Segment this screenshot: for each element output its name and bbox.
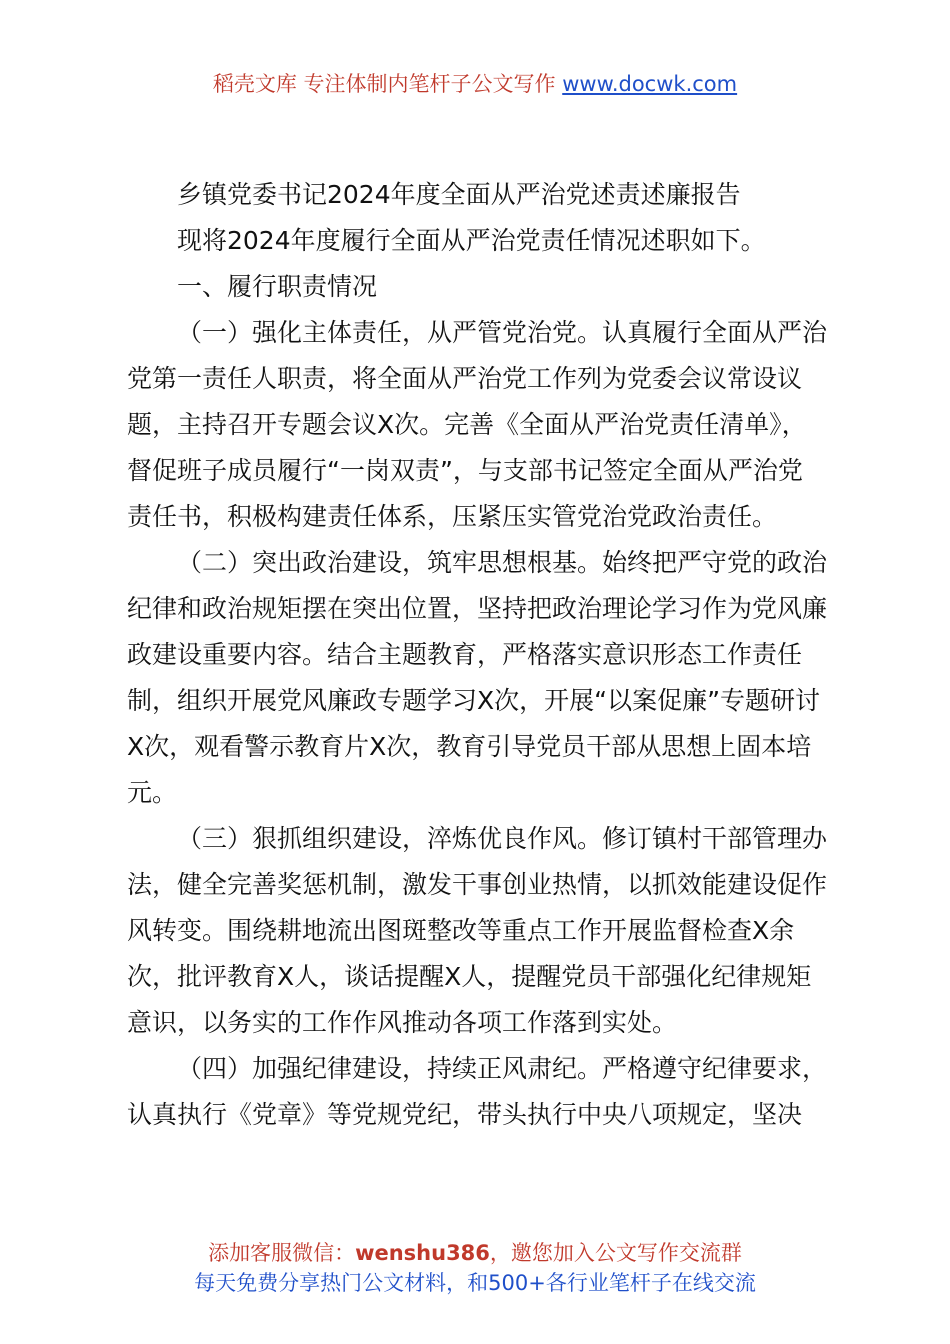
- footer-line-1: [0, 1238, 950, 1268]
- section-heading: 一、履行职责情况: [177, 272, 378, 301]
- document-intro: 现将2024年度履行全面从严治党责任情况述职如下。: [177, 226, 766, 255]
- header-site-link[interactable]: www.docwk.com: [562, 72, 738, 96]
- footer-line-1-prefix: 添加客服微信：: [208, 1241, 356, 1265]
- paragraph-4: （四）加强纪律建设，持续正风肃纪。严格遵守纪律要求，认真执行《党章》等党规党纪，带头执行中央八项规定，坚决: [127, 1054, 828, 1129]
- paragraph-1: （一）强化主体责任，从严管党治党。认真履行全面从严治党第一责任人职责，将全面从严治党工作列为党委会议常设议题，主持召开专题会议X次。完善《全面从严治党责任清单》，督促班子成员履行“一岗双责”，与支部书记签定全面从严治党责任书，积极构建责任体系，压紧压实管党治党政治责任。: [127, 318, 828, 531]
- paragraph-3: （三）狠抓组织建设，淬炼优良作风。修订镇村干部管理办法，健全完善奖惩机制，激发干事创业热情，以抓效能建设促作风转变。围绕耕地流出图斑整改等重点工作开展监督检查X余次，批评教育X人，谈话提醒X人，提醒党员干部强化纪律规矩意识，以务实的工作作风推动各项工作落到实处。: [127, 824, 828, 1037]
- paragraph-2: （二）突出政治建设，筑牢思想根基。始终把严守党的政治纪律和政治规矩摆在突出位置，坚持把政治理论学习作为党风廉政建设重要内容。结合主题教育，严格落实意识形态工作责任制，组织开展党风廉政专题学习X次，开展“以案促廉”专题研讨X次，观看警示教育片X次，教育引导党员干部从思想上固本培元。: [127, 548, 828, 807]
- document-body: [127, 172, 827, 1138]
- footer-line-2: 每天免费分享热门公文材料，和500+各行业笔杆子在线交流: [194, 1271, 756, 1295]
- footer-wechat-id: wenshu386: [355, 1241, 490, 1265]
- promo-footer: [0, 1238, 950, 1298]
- document-title: 乡镇党委书记2024年度全面从严治党述责述廉报告: [177, 180, 741, 209]
- watermark-header: [0, 70, 950, 98]
- footer-line-1-suffix: ，邀您加入公文写作交流群: [489, 1241, 742, 1265]
- header-brand-text: 稻壳文库 专注体制内笔杆子公文写作: [212, 72, 563, 96]
